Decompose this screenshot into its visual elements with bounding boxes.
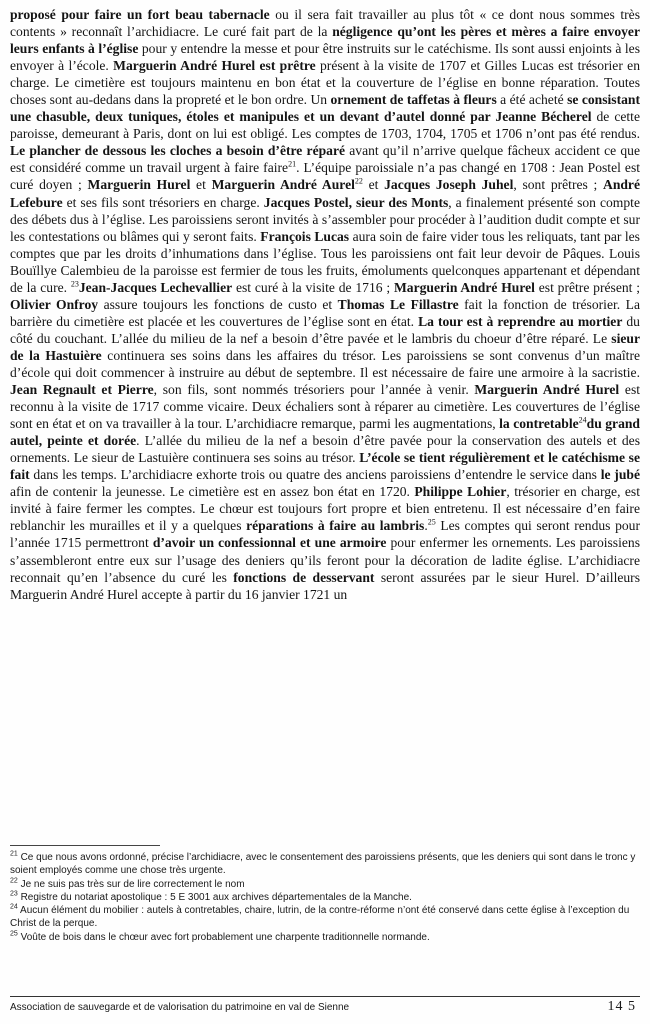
text-run: est reconnu à la visite de 1717 comme vicaire. Deux échaliers sont à réparer au cimetière. Les couvertures de l’église sont en état et on va travailler à la tour. L’archidiacre remarque, parmi les augmentations, [10,382,641,432]
footnote [10,891,640,904]
bold-phrase: Marguerin André Hurel [474,382,620,398]
footnote [10,931,640,944]
bold-phrase: Jean-Jacques Lechevallier [78,279,233,295]
bold-phrase: Thomas Le Fillastre [337,296,459,312]
text-run: de cette paroisse, demeurant à Paris, dont on lui est obligé. Les comptes de 1703, 1704, 1705 et 1706 n’ont pas été rendus. [10,109,640,142]
text-run: pour enfermer les ornements. Les paroissiens s’assembleront entre eux sur l’usage des deniers qu’ils feront pour la décoration de ladite église. L’archidiacre reconnait qu’en l’absence du curé les [10,535,640,585]
bold-phrase: Jacques Postel, sieur des Monts [263,194,449,210]
text-run: , a finalement présenté son compte des débets dus à l’église. Les paroissiens seront invités à s’assembler pour procéder à l’audition dudit compte et sur les contestations ou blâmes qui y seront faits. [10,194,640,244]
text-run: , son fils, sont nommés trésoriers pour l’année à venir. [153,382,475,398]
main-text-block [10,6,640,603]
footnote [10,878,640,891]
bold-phrase: réparations à faire au lambris [246,518,425,534]
footnote-text: Voûte de bois dans le chœur avec fort probablement une charpente traditionnelle normande. [17,931,430,943]
footnote [10,851,640,878]
bold-phrase: sieur de la Hastuière [10,330,640,363]
text-run: pour y entendre la messe et pour être instruits sur le catéchisme. Ils sont aussi enjoints à les envoyer à l’école. [10,41,640,74]
bold-phrase: Marguerin André Hurel est prêtre [113,58,316,74]
text-run: fait la fonction de trésorier. La barrière du cimetière est placée et les couvertures de l’église sont en état. [10,296,640,329]
text-run: avant qu’il n’arrive quelque fâcheux accident ce que est considéré comme un travail urgent à faire faire [10,143,640,176]
text-run: dans les temps. L’archidiacre exhorte trois ou quatre des anciens paroissiens d’entendre le service dans [29,467,601,483]
text-run: afin de contenir la jeunesse. Le cimetière est en assez bon état en 1720. [10,484,415,500]
footnote-number: 25 [10,930,18,938]
bold-phrase: Olivier Onfroy [10,296,99,312]
footnote-text: Registre du notariat apostolique : 5 E 3001 aux archives départementales de la Manche. [17,891,412,903]
text-run: et [190,177,212,193]
text-run: a été acheté [496,92,568,108]
footnote-ref[interactable]: 25 [427,517,436,527]
bold-phrase: la contretable [499,416,579,432]
text-run: continuera ses soins dans les affaires du trésor. Les paroissiens se sont convenus d’un maître d’école qui doit commencer à instruire au début de septembre. Il est nécessaire de faire une armoire à la sacristie. [10,347,641,380]
footer-divider [10,996,640,997]
bold-phrase: Philippe Lohier [414,484,507,500]
bold-phrase: André Lefebure [10,177,641,210]
text-run: , sont prêtres ; [513,177,603,193]
text-run: est curé à la visite de 1716 ; [232,279,394,295]
bold-phrase: fonctions de desservant [233,569,375,585]
bold-phrase: proposé pour faire un fort beau tabernacle [10,7,270,22]
bold-phrase: ornement de taffetas à fleurs [330,92,497,108]
text-run: présent à la visite de 1707 et Gilles Lucas est trésorier en charge. Le cimetière est toujours maintenu en bon état et la couverture de l’église en bonne réparation. Toutes choses sont au-dedans dans la propreté et le bon ordre. Un [10,58,641,108]
bold-phrase: du grand autel, peinte et dorée [10,416,640,449]
bold-phrase: négligence qu’ont les pères et mères a faire envoyer leurs enfants à l’église [10,24,640,57]
bold-phrase: Marguerin Hurel [87,177,191,193]
footnote-text: Je ne suis pas très sur de lire correctement le nom [17,878,245,890]
text-run: du côté du couchant. L’allée du milieu de la nef a besoin d’être pavée et le lambris du choeur d’être réparé. Le [10,313,640,346]
page-number: 14 5 [607,999,636,1014]
footnote-number: 23 [10,890,18,898]
bold-phrase: se consistant une chasuble, deux tuniques, étoles et manipules et un devant d’autel donné par Jeanne Bécherel [10,92,640,125]
text-run: est prêtre présent ; [534,279,640,295]
bold-phrase: Marguerin André Aurel [211,177,355,193]
text-run: et [362,177,385,193]
text-run: ou il sera fait travailler au plus tôt « ce dont nous sommes très contents » reconnaît l’archidiacre. Le curé fait part de la [10,7,641,40]
footnote-text: Aucun élément du mobilier : autels à contretables, chaire, lutrin, de la contre-réforme n’ont été conservé dans cette église à l’exception du Christ de la perque. [10,905,630,930]
text-run: , trésorier en charge, est invité à faire fermer les comptes. Le chœur est toujours fort propre et bien entretenu. Il est nécessaire d’en faire reblanchir les murailles et il y a quelques [10,484,640,534]
text-run: assure toujours les fonctions de custo et [98,296,338,312]
footnote-ref[interactable]: 21 [288,159,297,169]
footnote-ref[interactable]: 24 [578,415,587,425]
bold-phrase: d’avoir un confessionnal et une armoire [152,535,387,551]
footnote-number: 24 [10,903,18,911]
text-run: . [424,518,428,534]
bold-phrase: François Lucas [260,228,350,244]
bold-phrase: Marguerin André Hurel [393,279,535,295]
footnote-ref[interactable]: 22 [354,176,363,186]
footnotes-section [10,851,640,944]
bold-phrase: L’école se tient régulièrement et le catéchisme se fait [10,450,640,483]
text-run: seront assurées par le sieur Hurel. D’ailleurs Marguerin André Hurel accepte à partir du 16 janvier 1721 un [10,569,640,602]
text-run: Les comptes qui seront rendus pour l’année 1715 permettront [10,518,640,551]
bold-phrase: Jean Regnault et Pierre [10,382,154,398]
footnote [10,904,640,931]
text-run: et ses fils sont trésoriers en charge. [62,194,264,210]
text-run: aura soin de faire vider tous les reliquats, tant par les comptes que par les droits d’inhumations dans l’église. Tous les paroissiens ont fait leur devoir de Pâques. Louis Bouïllye Calembieu de la paroisse est fermier de tous les fruits, émoluments quelconques appartenant et dépendant de la cure. [10,228,640,295]
footnote-ref[interactable]: 23 [70,279,79,289]
text-run: . L’allée du milieu de la nef a besoin d’être pavée pour la conservation des autels et des ornements. Le sieur de Lastuière continuera ses soins au trésor. [10,433,640,466]
text-run: . L’équipe paroissiale n’a pas changé en 1708 : Jean Postel est curé doyen ; [10,160,641,193]
bold-phrase: Jacques Joseph Juhel [384,177,514,193]
footnote-text: Ce que nous avons ordonné, précise l’archidiacre, avec le consentement des paroissiens présents, que les deniers qui sont dans le tronc y soient employés comme une chose très urgente. [10,852,636,877]
footer-association: Association de sauvegarde et de valorisation du patrimoine en val de Sienne [10,1002,350,1013]
bold-phrase: le jubé [600,467,640,483]
bold-phrase: Le plancher de dessous les cloches a besoin d’être réparé [10,143,346,159]
footnote-number: 22 [10,877,18,885]
footnote-number: 21 [10,850,18,858]
footnote-divider [10,845,160,846]
bold-phrase: La tour est à reprendre au mortier [418,313,623,329]
